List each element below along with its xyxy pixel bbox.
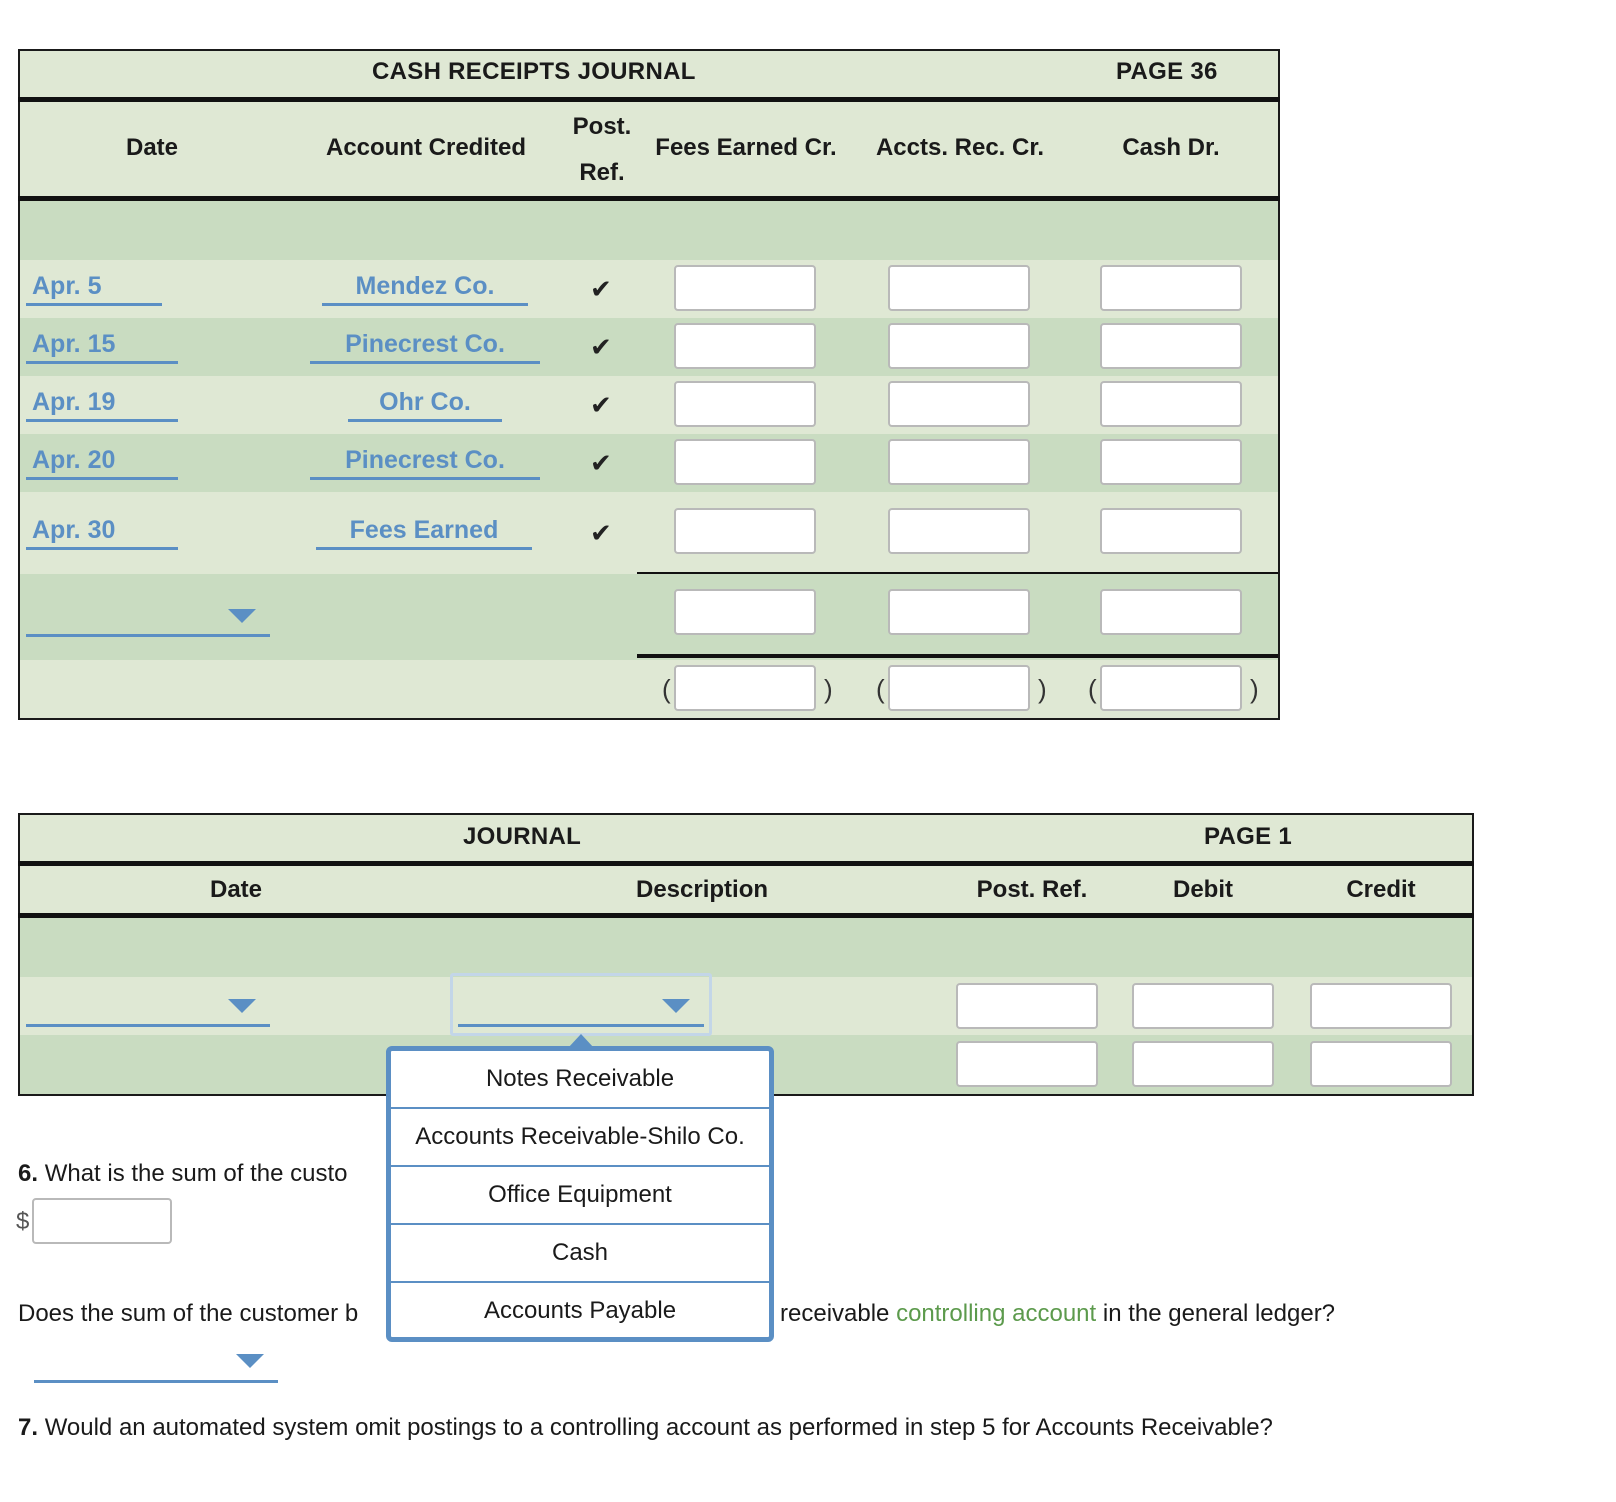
journal-credit-input[interactable] (1310, 1041, 1452, 1087)
controlling-account-link[interactable]: controlling account (896, 1300, 1097, 1327)
accts-rec-input[interactable] (888, 265, 1030, 311)
question-6 (18, 1160, 348, 1188)
dropdown-option-accounts-receivable-shilo[interactable]: Accounts Receivable-Shilo Co. (391, 1109, 769, 1167)
question-7-text: Would an automated system omit postings to a controlling account as performed in step 5 for Accounts Receivable? (44, 1414, 1273, 1441)
followup-mid-text: receivable (780, 1300, 897, 1327)
total-date-select[interactable] (26, 634, 270, 637)
paren-close: ) (1038, 674, 1047, 704)
total-row-band (20, 574, 1278, 660)
followup-end-text: in the general ledger? (1096, 1300, 1336, 1327)
journal-col-header-post-ref: Post. Ref. (976, 876, 1088, 903)
fees-earned-input[interactable] (674, 381, 816, 427)
post-ref-check-icon: ✔ (590, 448, 612, 478)
col-header-post-ref-line2: Ref. (579, 159, 625, 186)
cash-input[interactable] (1100, 439, 1242, 485)
col-header-account-credited: Account Credited (325, 134, 526, 161)
row-account[interactable]: Pinecrest Co. (310, 446, 540, 480)
fees-earned-input[interactable] (674, 323, 816, 369)
fees-earned-post-ref-input[interactable] (674, 665, 816, 711)
journal-date-select[interactable] (26, 1024, 270, 1027)
question-6-text: What is the sum of the custo (44, 1160, 348, 1187)
col-header-post-ref-line1: Post. (572, 113, 632, 140)
paren-open: ( (876, 674, 885, 704)
journal-credit-input[interactable] (1310, 983, 1452, 1029)
col-header-accts-rec: Accts. Rec. Cr. (875, 134, 1045, 161)
paren-open: ( (662, 674, 671, 704)
accts-rec-total-input[interactable] (888, 589, 1030, 635)
accts-rec-input[interactable] (888, 381, 1030, 427)
accts-rec-post-ref-input[interactable] (888, 665, 1030, 711)
chevron-down-icon[interactable] (228, 999, 256, 1013)
row-band (20, 318, 1278, 376)
journal-col-header-description: Description (635, 876, 769, 903)
journal-page-number: PAGE 1 (1204, 823, 1293, 850)
fees-earned-input[interactable] (674, 265, 816, 311)
cash-input[interactable] (1100, 508, 1242, 554)
journal-blank-row (20, 918, 1472, 977)
blank-row (20, 201, 1278, 260)
question-6-followup-start: Does the sum of the customer b (18, 1300, 359, 1327)
cash-input[interactable] (1100, 323, 1242, 369)
row-band (20, 434, 1278, 492)
dropdown-option-cash[interactable]: Cash (391, 1225, 769, 1283)
col-header-post-ref (556, 104, 648, 196)
paren-close: ) (824, 674, 833, 704)
row-date[interactable]: Apr. 5 (26, 272, 162, 306)
dropdown-option-notes-receivable[interactable]: Notes Receivable (391, 1051, 769, 1109)
question-7 (18, 1414, 1273, 1442)
question-7-number: 7. (18, 1414, 39, 1441)
journal-title: JOURNAL (463, 823, 582, 850)
paren-close: ) (1250, 674, 1259, 704)
journal-col-header-credit: Credit (1346, 876, 1416, 903)
currency-symbol: $ (16, 1208, 30, 1235)
chevron-down-icon[interactable] (662, 999, 690, 1013)
cash-input[interactable] (1100, 265, 1242, 311)
account-dropdown-menu (386, 1046, 774, 1342)
accts-rec-input[interactable] (888, 508, 1030, 554)
answer-select[interactable] (34, 1380, 278, 1383)
row-date[interactable]: Apr. 20 (26, 446, 178, 480)
post-ref-check-icon: ✔ (590, 518, 612, 548)
row-band (20, 260, 1278, 318)
row-account[interactable]: Pinecrest Co. (310, 330, 540, 364)
row-date[interactable]: Apr. 15 (26, 330, 178, 364)
row-account[interactable]: Fees Earned (316, 516, 532, 550)
description-select[interactable] (458, 1024, 704, 1027)
customer-balance-sum-input[interactable] (32, 1198, 172, 1244)
journal-post-ref-input[interactable] (956, 983, 1098, 1029)
accts-rec-input[interactable] (888, 323, 1030, 369)
dropdown-option-office-equipment[interactable]: Office Equipment (391, 1167, 769, 1225)
row-band (20, 376, 1278, 434)
paren-open: ( (1088, 674, 1097, 704)
post-ref-check-icon: ✔ (590, 332, 612, 362)
cash-total-input[interactable] (1100, 589, 1242, 635)
row-account[interactable]: Ohr Co. (348, 388, 502, 422)
accts-rec-input[interactable] (888, 439, 1030, 485)
double-rule (637, 654, 1278, 658)
journal-col-header-date: Date (209, 876, 263, 903)
post-ref-check-icon: ✔ (590, 390, 612, 420)
dropdown-option-accounts-payable[interactable]: Accounts Payable (483, 1297, 677, 1324)
chevron-down-icon[interactable] (228, 609, 256, 623)
chevron-down-icon[interactable] (236, 1354, 264, 1368)
cash-receipts-journal-title: CASH RECEIPTS JOURNAL (372, 58, 696, 85)
journal-debit-input[interactable] (1132, 1041, 1274, 1087)
cash-input[interactable] (1100, 381, 1242, 427)
journal-col-header-debit: Debit (1173, 876, 1233, 903)
fees-earned-input[interactable] (674, 439, 816, 485)
fees-earned-input[interactable] (674, 508, 816, 554)
journal-post-ref-input[interactable] (956, 1041, 1098, 1087)
fees-earned-total-input[interactable] (674, 589, 816, 635)
journal-debit-input[interactable] (1132, 983, 1274, 1029)
total-rule (637, 572, 1278, 574)
row-account[interactable]: Mendez Co. (322, 272, 528, 306)
question-6-number: 6. (18, 1160, 39, 1187)
post-ref-check-icon: ✔ (590, 274, 612, 304)
cash-post-ref-input[interactable] (1100, 665, 1242, 711)
question-6-followup-end (780, 1300, 1335, 1328)
col-header-fees-earned: Fees Earned Cr. (655, 134, 837, 161)
col-header-cash: Cash Dr. (1122, 134, 1220, 161)
header-rule (18, 97, 1280, 102)
row-date[interactable]: Apr. 30 (26, 516, 178, 550)
row-band (20, 492, 1278, 574)
cash-receipts-page-number: PAGE 36 (1116, 58, 1218, 85)
col-header-date: Date (125, 134, 179, 161)
row-date[interactable]: Apr. 19 (26, 388, 178, 422)
